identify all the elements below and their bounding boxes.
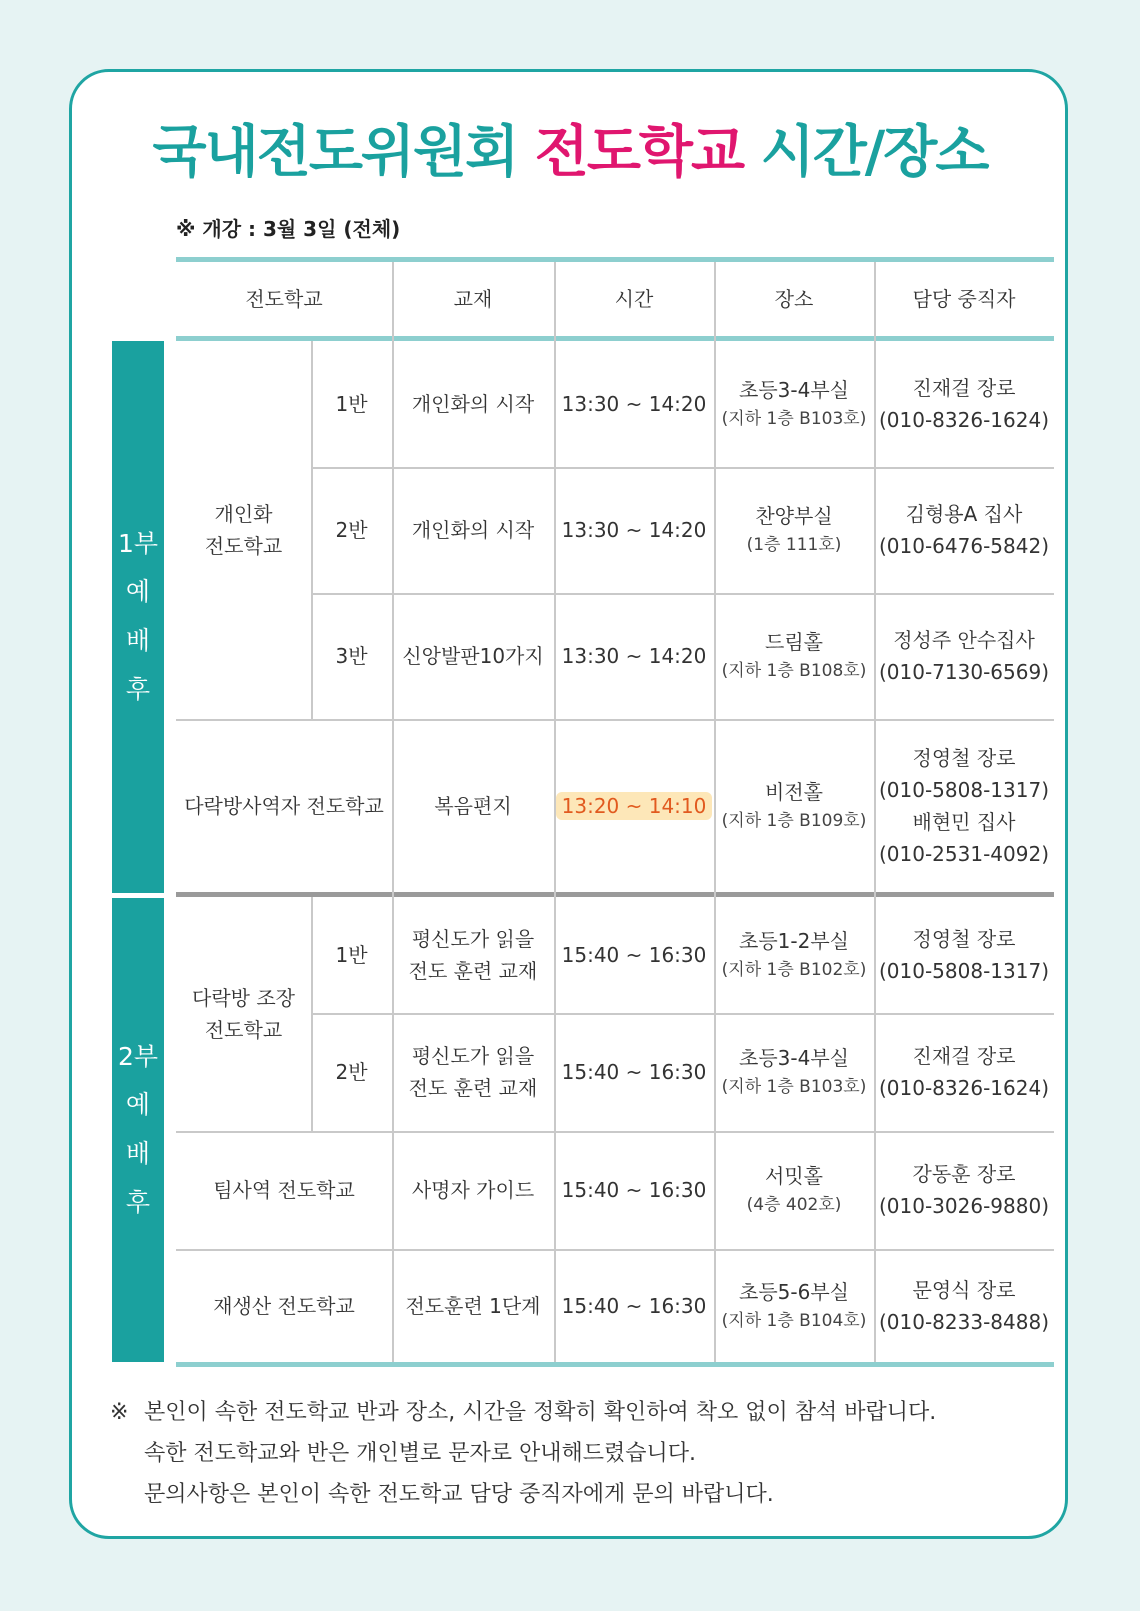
s2-repro-place: 초등5-6부실 (지하 1층 B104호) bbox=[721, 1279, 867, 1331]
header-place: 장소 bbox=[774, 287, 814, 311]
s1-r2-class: 2반 bbox=[335, 518, 368, 542]
s2-r2-book: 평신도가 읽을 전도 훈련 교재 bbox=[408, 1044, 538, 1100]
changed-time-highlight: 13:20 ~ 14:10 bbox=[556, 792, 713, 820]
s1-r1-place: 초등3-4부실 (지하 1층 B103호) bbox=[721, 378, 867, 430]
s2-team-school: 팀사역 전도학교 bbox=[213, 1178, 355, 1202]
note-line-1: ※ 본인이 속한 전도학교 반과 장소, 시간을 정확히 확인하여 착오 없이 참석 바랍니다. bbox=[110, 1400, 937, 1425]
note-line-3: 문의사항은 본인이 속한 전도학교 담당 중직자에게 문의 바랍니다. bbox=[144, 1482, 774, 1507]
s1-r3-staff: 정성주 안수집사 (010-7130-6569) bbox=[878, 628, 1049, 684]
s1-darak-school: 다락방사역자 전도학교 bbox=[184, 793, 384, 818]
s2-team-place: 서밋홀 (4층 402호) bbox=[746, 1164, 842, 1216]
s1-r1-book: 개인화의 시작 bbox=[411, 392, 535, 416]
s1-r1-class: 1반 bbox=[335, 392, 368, 416]
s1-darak-book: 복음편지 bbox=[434, 793, 512, 818]
s1-group-name: 개인화 전도학교 bbox=[204, 502, 283, 558]
section2-label: 2부 예 배 후 bbox=[112, 898, 164, 1362]
s2-r1-book: 평신도가 읽을 전도 훈련 교재 bbox=[408, 927, 538, 983]
s1-r3-place: 드림홀 (지하 1층 B108호) bbox=[721, 630, 867, 682]
s1-r3-book: 신앙발판10가지 bbox=[402, 644, 544, 668]
s2-r2-staff: 진재걸 장로 (010-8326-1624) bbox=[878, 1044, 1049, 1100]
s2-r2-place: 초등3-4부실 (지하 1층 B103호) bbox=[721, 1046, 867, 1098]
s2-group-name: 다락방 조장 전도학교 bbox=[192, 986, 295, 1042]
s2-r1-time: 15:40 ~ 16:30 bbox=[561, 943, 707, 967]
s2-repro-school: 재생산 전도학교 bbox=[213, 1293, 355, 1318]
page-title bbox=[0, 108, 1140, 188]
s1-darak-place: 비전홀 (지하 1층 B109호) bbox=[721, 779, 867, 831]
s1-r2-book: 개인화의 시작 bbox=[411, 518, 535, 542]
s2-repro-staff: 문영식 장로 (010-8233-8488) bbox=[878, 1277, 1049, 1334]
header-time: 시간 bbox=[614, 287, 654, 311]
header-book: 교재 bbox=[453, 287, 493, 311]
s2-r1-place: 초등1-2부실 (지하 1층 B102호) bbox=[721, 929, 867, 981]
title-school: 전도학교 bbox=[534, 120, 744, 185]
s2-team-time: 15:40 ~ 16:30 bbox=[561, 1178, 707, 1202]
s2-r2-time: 15:40 ~ 16:30 bbox=[561, 1060, 707, 1084]
section1-label: 1부 예 배 후 bbox=[112, 341, 164, 893]
s1-r2-staff: 김형용A 집사 (010-6476-5842) bbox=[878, 502, 1049, 558]
s2-repro-time: 15:40 ~ 16:30 bbox=[561, 1293, 707, 1318]
s2-r1-class: 1반 bbox=[335, 943, 368, 967]
s1-darak-staff: 정영철 장로 (010-5808-1317) 배현민 집사 (010-2531-4092) bbox=[878, 745, 1049, 866]
s2-team-staff: 강동훈 장로 (010-3026-9880) bbox=[878, 1162, 1049, 1218]
title-committee: 국내전도위원회 bbox=[152, 120, 518, 185]
s2-r1-staff: 정영철 장로 (010-5808-1317) bbox=[878, 927, 1049, 983]
title-time-place: 시간/장소 bbox=[760, 120, 988, 185]
s1-r3-time: 13:30 ~ 14:20 bbox=[561, 644, 707, 668]
s2-repro-book: 전도훈련 1단계 bbox=[405, 1293, 541, 1318]
s1-r2-place: 찬양부실 (1층 111호) bbox=[746, 504, 842, 556]
header-staff: 담당 중직자 bbox=[912, 287, 1016, 311]
s1-r1-time: 13:30 ~ 14:20 bbox=[561, 392, 707, 416]
schedule-table bbox=[176, 257, 1054, 1367]
s1-r3-class: 3반 bbox=[335, 644, 368, 668]
header-school: 전도학교 bbox=[245, 287, 323, 311]
opening-date-note: ※ 개강 : 3월 3일 (전체) bbox=[176, 217, 401, 241]
s1-r2-time: 13:30 ~ 14:20 bbox=[561, 518, 707, 542]
s1-r1-staff: 진재걸 장로 (010-8326-1624) bbox=[878, 376, 1049, 432]
s2-team-book: 사명자 가이드 bbox=[411, 1178, 535, 1202]
note-line-2: 속한 전도학교와 반은 개인별로 문자로 안내해드렸습니다. bbox=[144, 1441, 697, 1466]
footer-notes bbox=[110, 1392, 936, 1515]
s2-r2-class: 2반 bbox=[335, 1060, 368, 1084]
s1-darak-time bbox=[554, 719, 714, 892]
